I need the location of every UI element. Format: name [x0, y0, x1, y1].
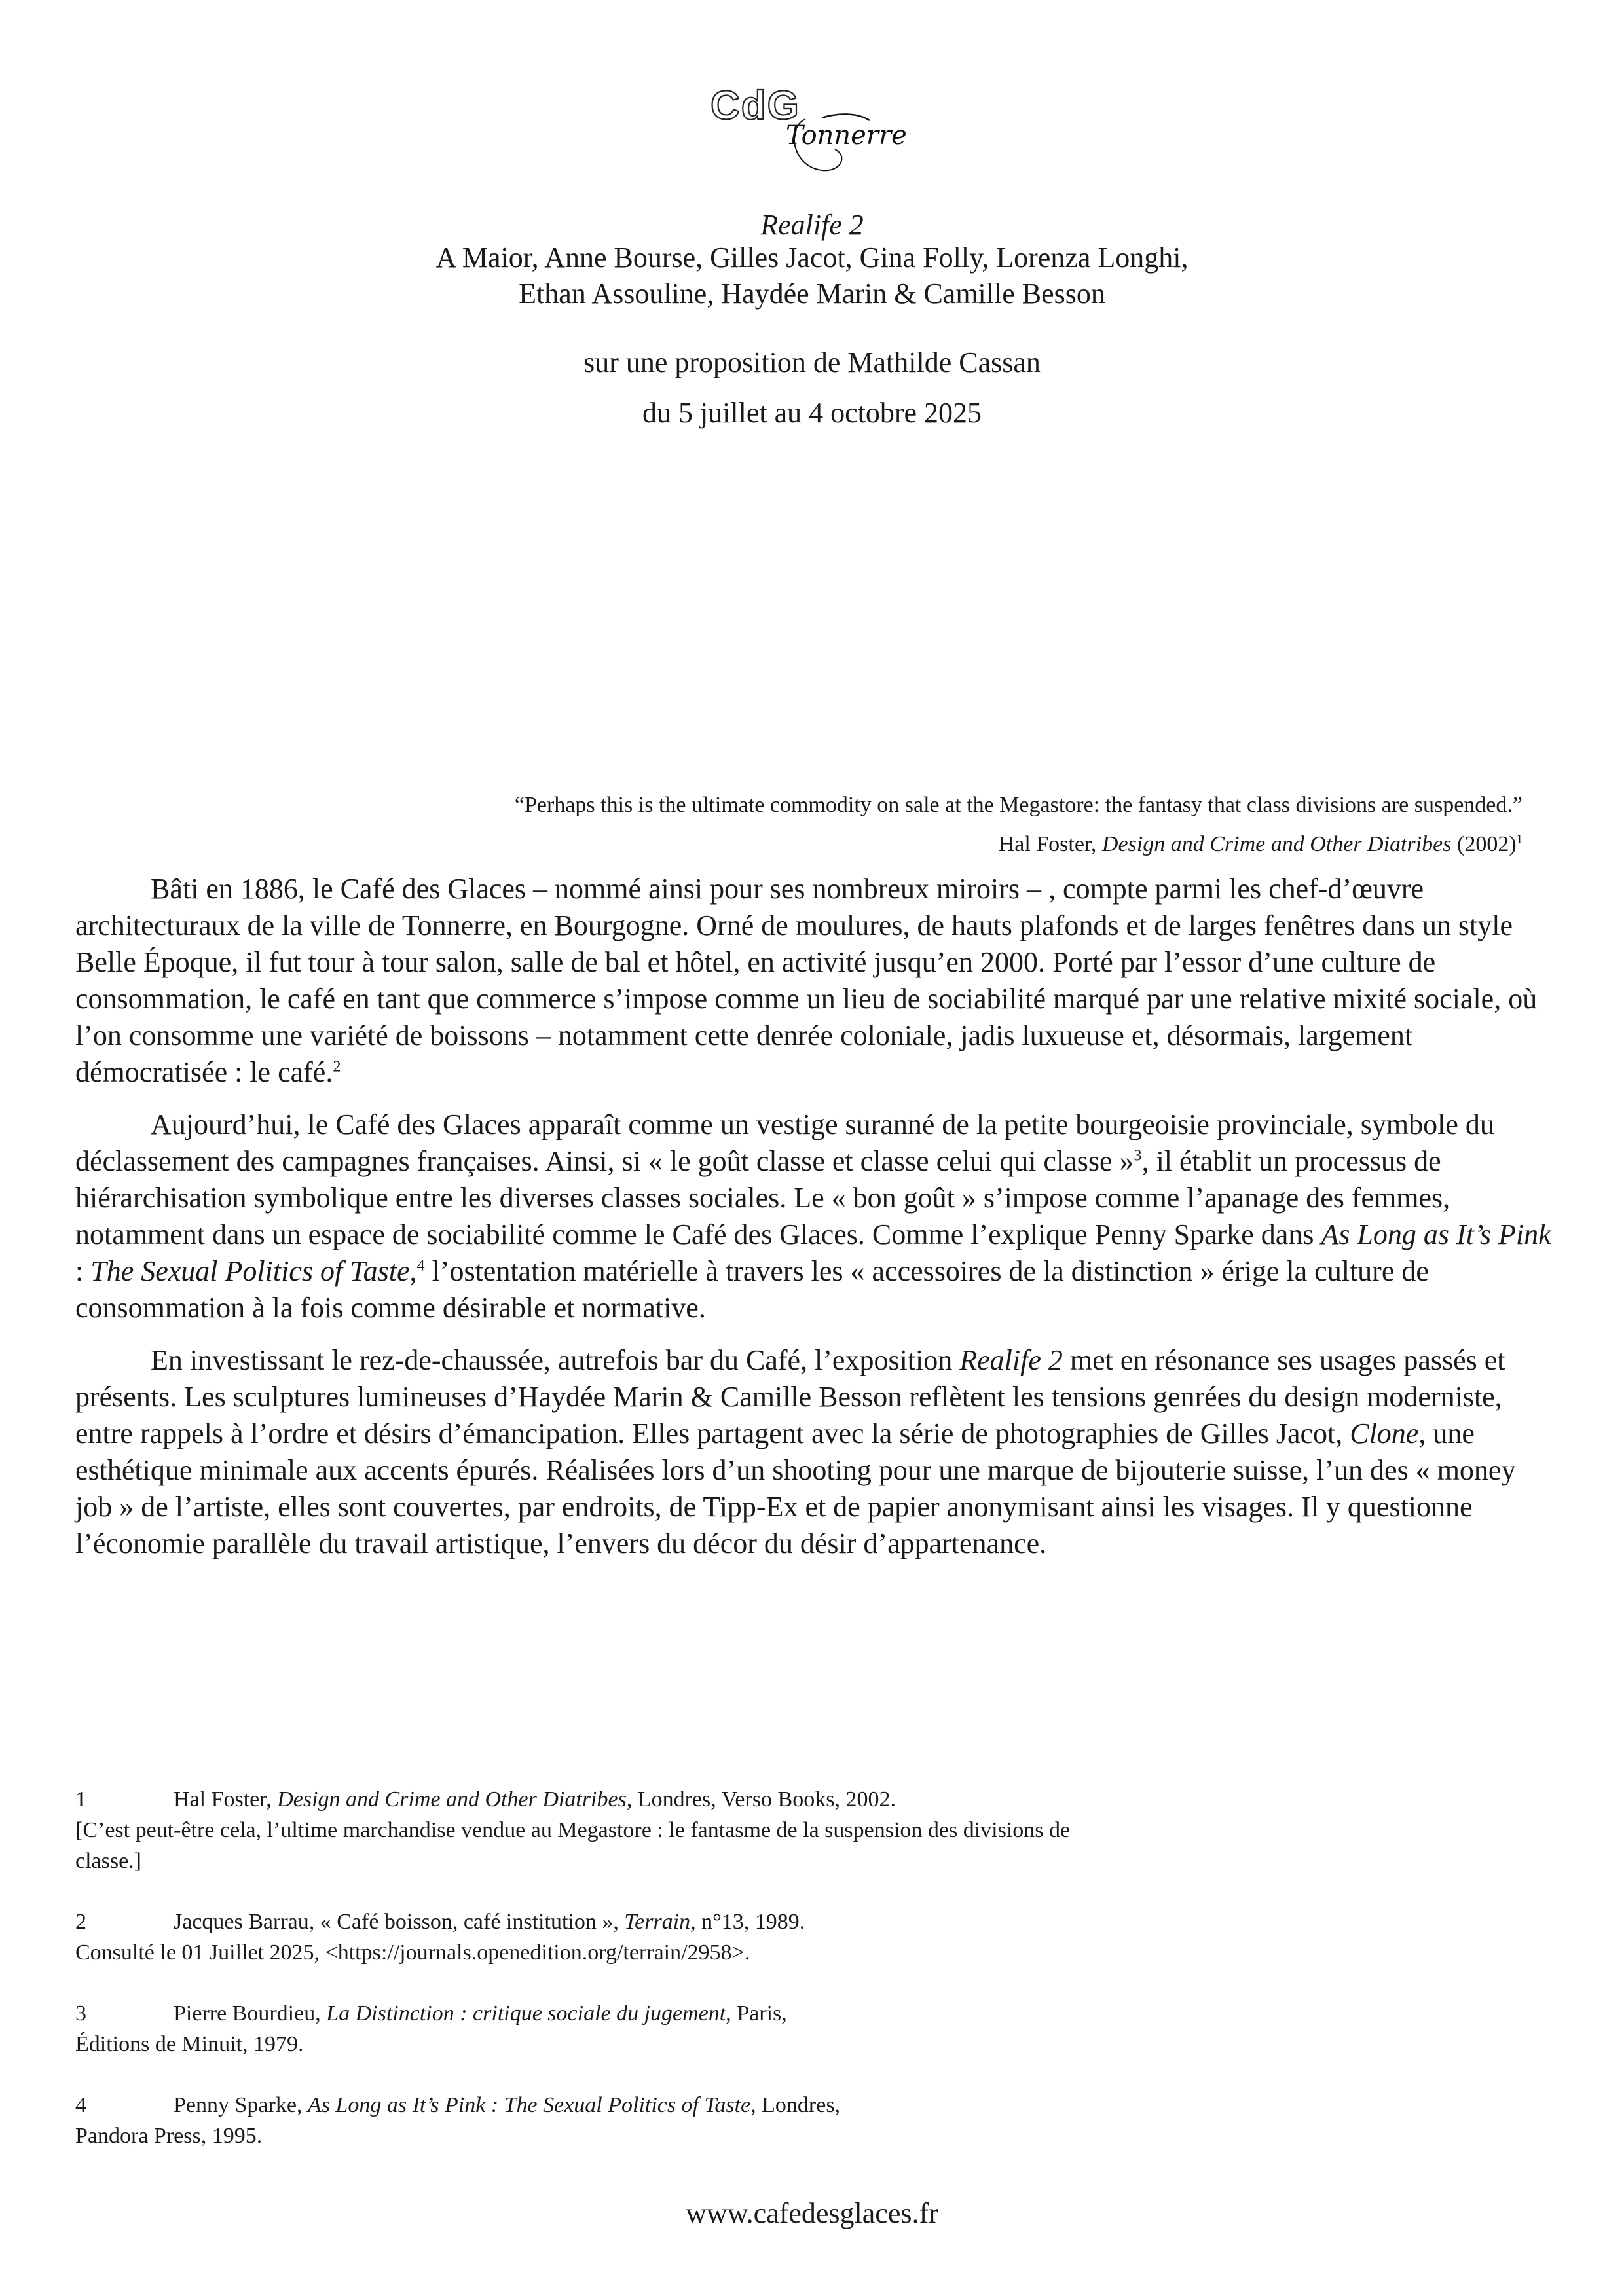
footnote-2	[75, 1906, 1123, 1968]
footnote-work: La Distinction : critique sociale du jugement	[326, 2001, 726, 2026]
paragraph-3	[75, 1342, 1552, 1562]
paragraph-2	[75, 1106, 1552, 1326]
epigraph	[515, 786, 1522, 864]
paragraph-2-text-d: l’ostentation matérielle à travers les « accessoires de la distinction » érige la culture de consommation à la fois comme désirable et normative.	[75, 1255, 1429, 1324]
footnote-work: Design and Crime and Other Diatribes	[277, 1787, 627, 1812]
footnote-text: Pierre Bourdieu,	[174, 2001, 327, 2026]
footnote-text: , n°13, 1989.	[690, 1910, 805, 1934]
footnote-text: Hal Foster,	[174, 1787, 278, 1812]
footnote-3	[75, 1998, 1123, 2060]
footnote-text: Penny Sparke,	[174, 2093, 308, 2117]
footnote-number: 4	[75, 2093, 86, 2117]
work-title: As Long as It’s Pink	[1321, 1218, 1551, 1250]
logo-flourish-top	[822, 114, 870, 120]
paragraph-1-text: Bâti en 1886, le Café des Glaces – nommé ainsi pour ses nombreux miroirs – , compte parmi les chef-d’œuvre architecturaux de la ville de Tonnerre, en Bourgogne. Orné de moulures, de hauts plafonds et de larges fenêtres dans un style Belle Époque, il fut tour à tour salon, salle de bal et hôtel, en activité jusqu’en 2000. Porté par l’essor d’une culture de consommation, le café en tant que commerce s’impose comme un lieu de sociabilité marqué par une relative mixité sociale, où l’on consomme une variété de boissons – notamment cette denrée coloniale, jadis luxueuse et, désormais, largement démocratisée : le café.	[75, 873, 1538, 1088]
footnote-work: Terrain	[624, 1910, 691, 1934]
footnote-continuation: [C’est peut-être cela, l’ultime marchandise vendue au Megastore : le fantasme de la suspension des divisions de classe.]	[75, 1818, 1071, 1873]
artists-line-2: Ethan Assouline, Haydée Marin & Camille Besson	[519, 278, 1105, 310]
footnote-number: 1	[75, 1787, 86, 1812]
footnote-continuation: Éditions de Minuit, 1979.	[75, 2032, 304, 2056]
logo-mark: CdG	[710, 83, 800, 128]
separator: :	[75, 1255, 91, 1287]
body-text	[75, 871, 1552, 1578]
footnote-1	[75, 1784, 1123, 1876]
footnote-4	[75, 2090, 1123, 2151]
paragraph-3-text-b: met en résonance ses usages passés et présents. Les sculptures lumineuses d’Haydée Marin & Camille Besson reflètent les tensions genrées du design moderniste, entre rappels à l’ordre et désirs d’émancipation. Elles partagent avec la série de photographies de Gilles Jacot,	[75, 1344, 1505, 1449]
footnote-ref-1[interactable]: 1	[1516, 832, 1522, 847]
epigraph-quote: “Perhaps this is the ultimate commodity on sale at the Megastore: the fantasy that class divisions are suspended.”	[514, 793, 1522, 817]
paragraph-2-text-a: Aujourd’hui, le Café des Glaces apparaît comme un vestige suranné de la petite bourgeoisie provinciale, symbole du déclassement des campagnes françaises. Ainsi, si « le goût classe et classe celui qui classe »	[75, 1108, 1494, 1177]
footnote-ref-4[interactable]: 4	[416, 1256, 425, 1275]
exhibition-title-inline: Realife 2	[959, 1344, 1063, 1376]
website-link[interactable]: www.cafedesglaces.fr	[686, 2197, 938, 2229]
footnote-number: 2	[75, 1910, 86, 1934]
work-title-clone: Clone	[1350, 1417, 1419, 1449]
footnote-work: As Long as It’s Pink : The Sexual Politics of Taste	[307, 2093, 751, 2117]
cdg-tonnerre-logo	[707, 79, 930, 177]
artist-list	[0, 240, 1624, 312]
paragraph-2-text-b: , il établit un processus de hiérarchisation symbolique entre les diverses classes sociales. Le « bon goût » s’impose comme l’apanage des femmes, notamment dans un espace de sociabilité comme le Café des Glaces. Comme l’explique Penny Sparke dans	[75, 1145, 1450, 1250]
paragraph-3-text-a: En investissant le rez-de-chaussée, autrefois bar du Café, l’exposition	[151, 1344, 960, 1376]
footnote-text: , Paris,	[726, 2001, 787, 2026]
logo-script: Tonnerre	[786, 120, 907, 151]
footnote-ref-2[interactable]: 2	[333, 1057, 341, 1076]
footnote-ref-3[interactable]: 3	[1134, 1146, 1142, 1165]
footnote-continuation: Consulté le 01 Juillet 2025, <https://journals.openedition.org/terrain/2958>.	[75, 1941, 750, 1965]
comma: ,	[409, 1255, 417, 1287]
paragraph-1	[75, 871, 1552, 1091]
epigraph-author: Hal Foster,	[998, 832, 1102, 856]
footnote-continuation: Pandora Press, 1995.	[75, 2124, 263, 2148]
curator-line: sur une proposition de Mathilde Cassan	[583, 346, 1041, 378]
footnote-text: , Londres,	[750, 2093, 841, 2117]
footnote-text: , Londres, Verso Books, 2002.	[626, 1787, 896, 1812]
footnotes	[75, 1784, 1123, 2181]
footnote-text: Jacques Barrau, « Café boisson, café institution »,	[174, 1910, 625, 1934]
work-subtitle: The Sexual Politics of Taste	[90, 1255, 410, 1287]
epigraph-attribution	[515, 825, 1522, 864]
exhibition-title: Realife 2	[760, 209, 864, 241]
epigraph-work: Design and Crime and Other Diatribes	[1101, 832, 1452, 856]
exhibition-dates: du 5 juillet au 4 octobre 2025	[642, 397, 982, 429]
epigraph-year: (2002)	[1451, 832, 1517, 856]
artists-line-1: A Maior, Anne Bourse, Gilles Jacot, Gina Folly, Lorenza Longhi,	[435, 242, 1189, 274]
footnote-number: 3	[75, 2001, 86, 2026]
paragraph-3-text-c: , une esthétique minimale aux accents épurés. Réalisées lors d’un shooting pour une marque de bijouterie suisse, l’un des « money job » de l’artiste, elles sont couvertes, par endroits, de Tipp-Ex et de papier anonymisant ainsi les visages. Il y questionne l’économie parallèle du travail artistique, l’envers du décor du désir d’appartenance.	[75, 1417, 1516, 1559]
logo-graphic	[707, 79, 930, 177]
